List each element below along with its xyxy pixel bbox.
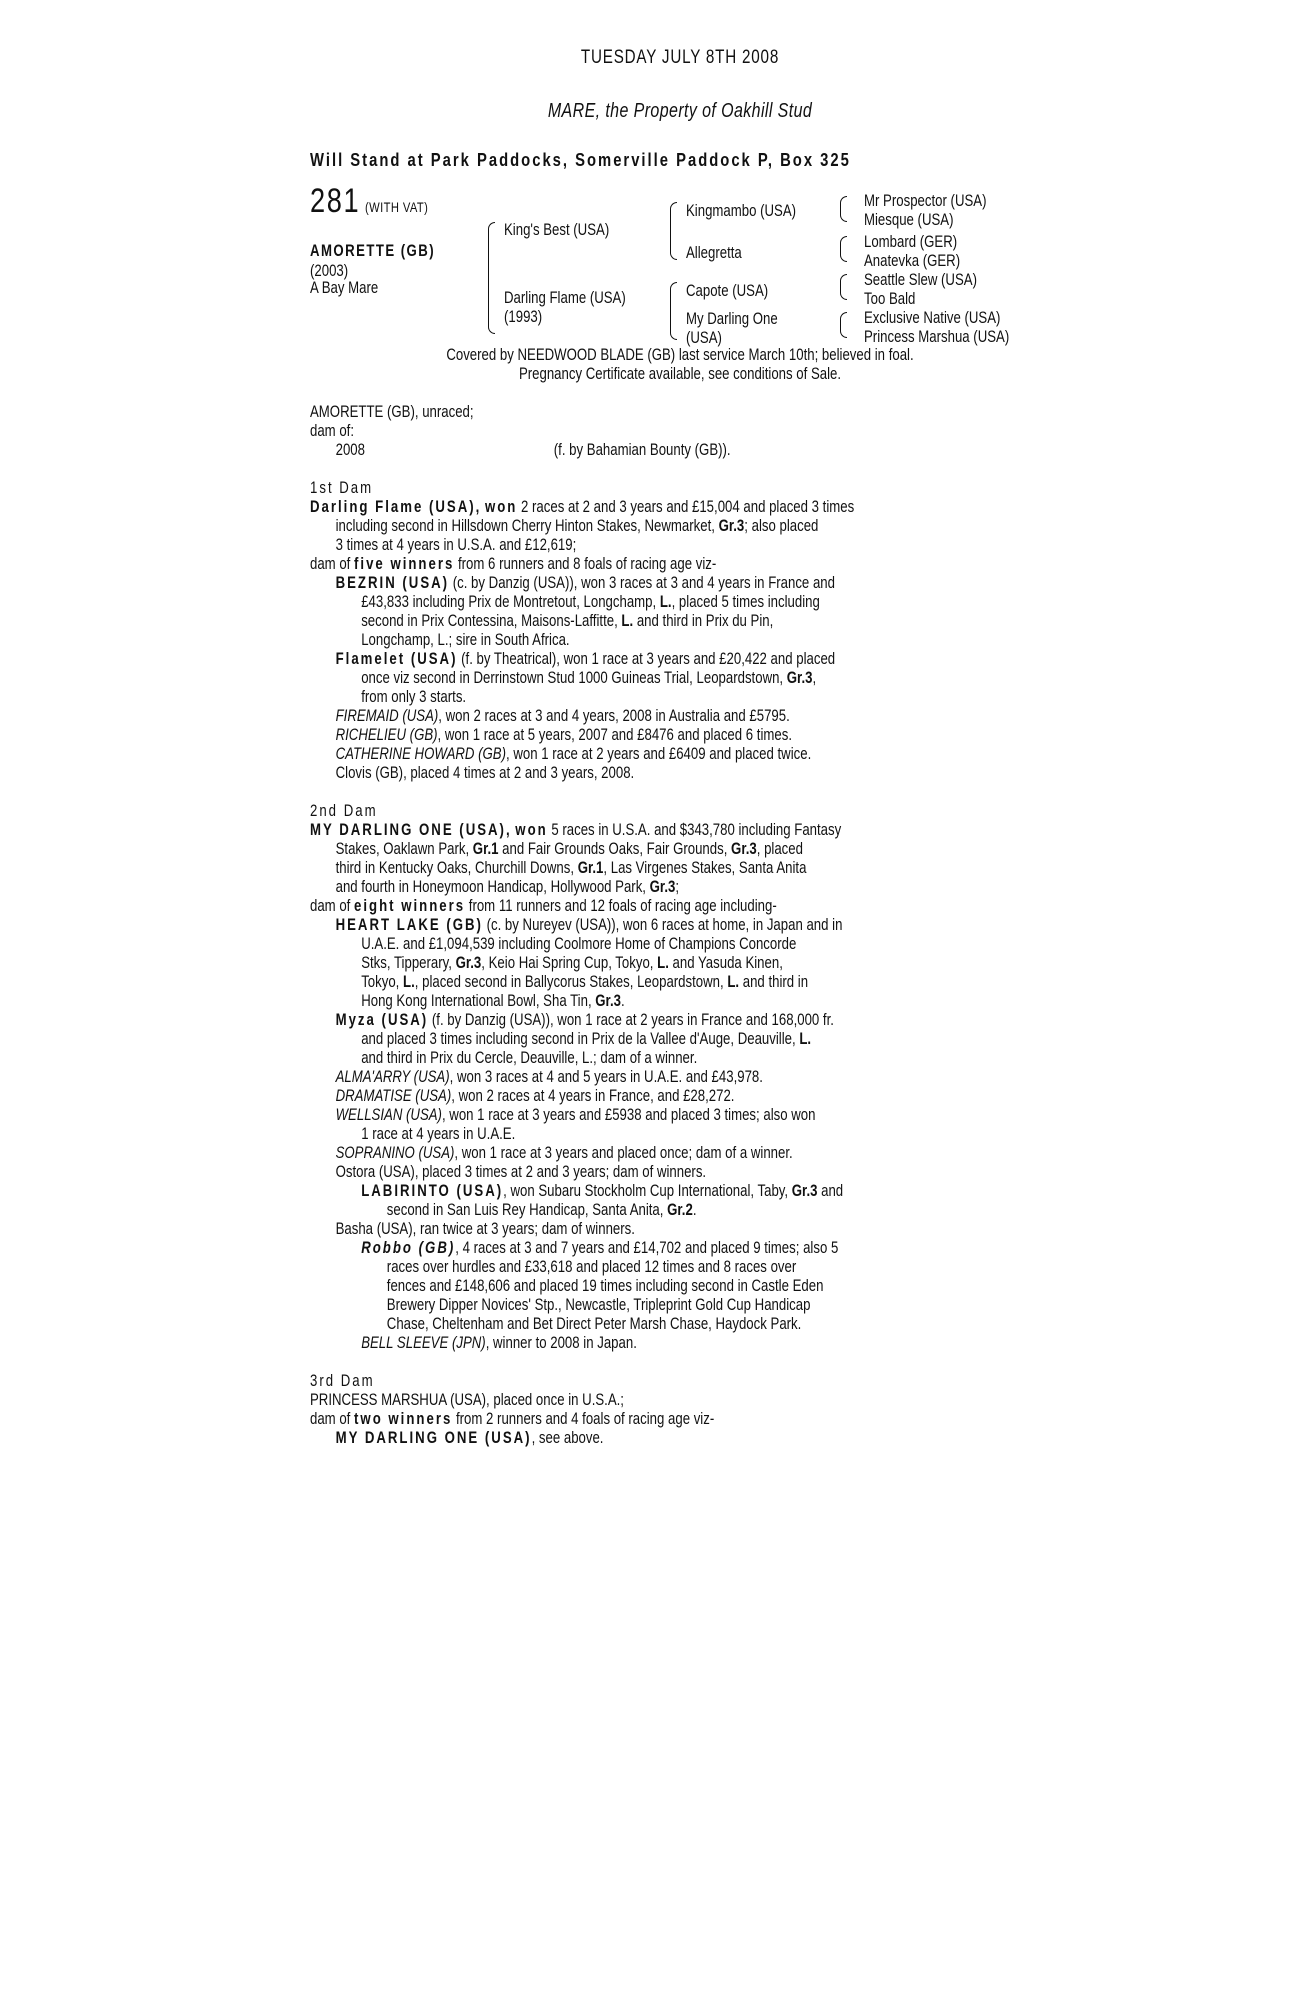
listed-label: L.: [727, 973, 740, 991]
second-dam-line: [310, 840, 843, 859]
produce-text: and third in: [739, 973, 809, 991]
pedigree-dam: Darling Flame (USA): [504, 289, 626, 307]
produce-wellsian: 1 race at 4 years in U.A.E.: [361, 1125, 516, 1143]
produce-text: .: [692, 1201, 697, 1219]
second-dam-text: 5 races in U.S.A. and $343,780 including Fantasy: [547, 821, 842, 839]
grade-label: Gr.3: [649, 878, 676, 896]
produce-myza: [310, 1011, 843, 1030]
pedigree-sire-sire: Kingmambo (USA): [686, 202, 797, 220]
produce-sopranino: [310, 1144, 843, 1163]
produce-text: and Yasuda Kinen,: [668, 954, 783, 972]
lot-number: [310, 182, 429, 220]
horse-name-heart-lake: HEART LAKE (GB): [335, 916, 483, 934]
pedigree-dsd: Too Bald: [864, 290, 916, 308]
produce-text: , won 3 races at 4 and 5 years in U.A.E. and £43,978.: [449, 1068, 763, 1086]
second-dam-line: [310, 859, 843, 878]
produce-text: and third in Prix du Pin,: [633, 612, 774, 630]
horse-name-wellsian: WELLSIAN (USA): [335, 1106, 442, 1124]
produce-bezrin: [310, 593, 854, 612]
horse-description: A Bay Mare: [310, 279, 379, 297]
first-dam-line: [310, 517, 854, 536]
second-dam-text: and fourth in Honeymoon Handicap, Hollywood Park,: [335, 878, 650, 896]
produce-text: , won 2 races at 3 and 4 years, 2008 in Australia and £5795.: [438, 707, 790, 725]
pedigree-ddd: Princess Marshua (USA): [864, 328, 1010, 346]
first-dam-produce-summary: [310, 555, 854, 574]
third-dam-produce-summary: [310, 1410, 714, 1429]
winners-count: five winners: [354, 555, 455, 573]
horse-name-catherine: CATHERINE HOWARD (GB): [335, 745, 506, 763]
produce-heart-lake: [310, 973, 843, 992]
grade-label: Gr.3: [595, 992, 621, 1010]
horse-name-alma-arry: ALMA'ARRY (USA): [335, 1068, 450, 1086]
second-dam-text: Stakes, Oaklawn Park,: [335, 840, 473, 858]
horse-name-flamelet: Flamelet (USA): [335, 650, 458, 668]
produce-flamelet: [310, 669, 854, 688]
grade-label: Gr.3: [786, 669, 813, 687]
second-dam-text: , Las Virgenes Stakes, Santa Anita: [603, 859, 807, 877]
summary-text: from 11 runners and 12 foals of racing age including-: [465, 897, 777, 915]
grade-label: Gr.3: [455, 954, 482, 972]
produce-bezrin: Longchamp, L.; sire in South Africa.: [361, 631, 570, 649]
third-dam-line: PRINCESS MARSHUA (USA), placed once in U.S.A.;: [310, 1391, 624, 1409]
pedigree-dds: Exclusive Native (USA): [864, 309, 1001, 327]
produce-catherine: [310, 745, 854, 764]
produce-text: , 4 races at 3 and 7 years and £14,702 and placed 9 times; also 5: [455, 1239, 839, 1257]
produce-section: [310, 403, 731, 460]
produce-myza: and third in Prix du Cercle, Deauville, L.; dam of a winner.: [361, 1049, 698, 1067]
produce-text: second in Prix Contessina, Maisons-Laffitte,: [361, 612, 622, 630]
second-dam-text: third in Kentucky Oaks, Churchill Downs,: [335, 859, 578, 877]
produce-text: Stks, Tipperary,: [361, 954, 456, 972]
produce-text: (f. by Theatrical), won 1 race at 3 years and £20,422 and placed: [457, 650, 836, 668]
produce-robbo: Chase, Cheltenham and Bet Direct Peter Marsh Chase, Haydock Park.: [386, 1315, 802, 1333]
produce-text: , won 1 race at 5 years, 2007 and £8476 and placed 6 times.: [437, 726, 792, 744]
pedigree-sss: Mr Prospector (USA): [864, 192, 987, 210]
produce-text: £43,833 including Prix de Montretout, Longchamp,: [361, 593, 660, 611]
horse-name-dramatise: DRAMATISE (USA): [335, 1087, 452, 1105]
produce-labirinto: [310, 1201, 843, 1220]
pedigree-brace-main: [488, 222, 495, 334]
listed-label: L.: [621, 612, 634, 630]
pedigree-sds: Lombard (GER): [864, 233, 958, 251]
horse-name-bell-sleeve: BELL SLEEVE (JPN): [361, 1334, 486, 1352]
won-label: won: [484, 498, 518, 516]
produce-firemaid: [310, 707, 854, 726]
produce-basha: Basha (USA), ran twice at 3 years; dam of winners.: [335, 1220, 635, 1238]
produce-by: (f. by Bahamian Bounty (GB)).: [553, 441, 731, 459]
produce-alma-arry: [310, 1068, 843, 1087]
produce-text: (c. by Danzig (USA)), won 3 races at 3 and 4 years in France and: [449, 574, 835, 592]
produce-heart-lake: [310, 954, 843, 973]
horse-name-my-darling-one: MY DARLING ONE (USA): [335, 1429, 532, 1447]
produce-text: (c. by Nureyev (USA)), won 6 races at home, in Japan and in: [482, 916, 843, 934]
second-dam-section: [310, 802, 843, 1353]
horse-name-bezrin: BEZRIN (USA): [335, 574, 450, 592]
produce-text: , won 1 race at 3 years and £5938 and placed 3 times; also won: [441, 1106, 816, 1124]
pedigree-sire: King's Best (USA): [504, 221, 610, 239]
vat-note: (WITH VAT): [364, 199, 429, 215]
second-dam-text: , placed: [756, 840, 803, 858]
pedigree-sdd: Anatevka (GER): [864, 252, 961, 270]
third-dam-heading: 3rd Dam: [310, 1372, 375, 1390]
grade-label: Gr.3: [791, 1182, 818, 1200]
produce-bezrin: [310, 612, 854, 631]
produce-year: 2008: [335, 441, 365, 459]
second-dam-line: [310, 878, 843, 897]
pedigree-brace-dam: [670, 282, 677, 340]
produce-text: , won 1 race at 3 years and placed once; dam of a winner.: [454, 1144, 793, 1162]
produce-wellsian: [310, 1106, 843, 1125]
sale-date: TUESDAY JULY 8TH 2008: [580, 47, 780, 68]
second-dam-name: MY DARLING ONE (USA),: [310, 821, 512, 839]
produce-text: , winner to 2008 in Japan.: [485, 1334, 637, 1352]
first-dam-text: 2 races at 2 and 3 years and £15,004 and placed 3 times: [517, 498, 855, 516]
horse-name-sopranino: SOPRANINO (USA): [335, 1144, 455, 1162]
produce-text: , won 2 races at 4 years in France, and £28,272.: [451, 1087, 735, 1105]
second-dam-text: and Fair Grounds Oaks, Fair Grounds,: [498, 840, 732, 858]
pedigree-dam-year: (1993): [504, 308, 543, 326]
produce-robbo: races over hurdles and £33,618 and placed 12 times and 8 races over: [386, 1258, 797, 1276]
listed-label: L.: [657, 954, 669, 972]
produce-text: ,: [812, 669, 817, 687]
foaling-year: (2003): [310, 262, 349, 280]
winners-count: eight winners: [354, 897, 466, 915]
produce-robbo: fences and £148,606 and placed 19 times including second in Castle Eden: [386, 1277, 824, 1295]
horse-name-robbo: Robbo (GB): [361, 1239, 456, 1257]
pedigree-brace-sire: [670, 202, 677, 260]
second-dam-line: [310, 821, 843, 840]
grade-label: Gr.3: [731, 840, 757, 858]
first-dam-line: [310, 498, 854, 517]
produce-robbo: [310, 1239, 843, 1258]
pedigree-dss: Seattle Slew (USA): [864, 271, 977, 289]
produce-robbo: Brewery Dipper Novices' Stp., Newcastle, Tripleprint Gold Cup Handicap: [386, 1296, 811, 1314]
pedigree-sire-dam: Allegretta: [686, 244, 742, 262]
lot-number-value: 281: [310, 182, 361, 220]
produce-heart-lake: U.A.E. and £1,094,539 including Coolmore Home of Champions Concorde: [361, 935, 797, 953]
summary-text: from 2 runners and 4 foals of racing age viz-: [452, 1410, 715, 1428]
produce-text: , placed second in Ballycorus Stakes, Leopardstown,: [414, 973, 728, 991]
pedigree-dam-dam-country: (USA): [686, 329, 722, 347]
produce-text: , Keio Hai Spring Cup, Tokyo,: [481, 954, 658, 972]
grade-label: Gr.3: [718, 517, 745, 535]
pedigree-brace-ss: [840, 196, 847, 222]
second-dam-heading: 2nd Dam: [310, 802, 378, 820]
produce-myza: [310, 1030, 843, 1049]
produce-flamelet: [310, 650, 854, 669]
pedigree-dam-sire: Capote (USA): [686, 282, 769, 300]
summary-text: dam of: [310, 897, 355, 915]
produce-entry: [310, 441, 731, 460]
listed-label: L.: [799, 1030, 812, 1048]
produce-my-darling-one: [310, 1429, 714, 1448]
produce-text: and: [817, 1182, 844, 1200]
first-dam-section: [310, 479, 854, 783]
horse-name-myza: Myza (USA): [335, 1011, 429, 1029]
summary-text: dam of: [310, 1410, 355, 1428]
pedigree-ssd: Miesque (USA): [864, 211, 954, 229]
property-line: MARE, the Property of Oakhill Stud: [547, 100, 813, 122]
grade-label: Gr.2: [667, 1201, 693, 1219]
horse-name-firemaid: FIREMAID (USA): [335, 707, 439, 725]
summary-text: from 6 runners and 8 foals of racing age viz-: [454, 555, 717, 573]
produce-text: , see above.: [531, 1429, 604, 1447]
pedigree-dam-dam: My Darling One: [686, 310, 778, 328]
listed-label: L.: [403, 973, 415, 991]
pedigree-brace-sd: [840, 236, 847, 262]
covered-note: Covered by NEEDWOOD BLADE (GB) last service March 10th; believed in foal.: [446, 346, 914, 364]
produce-ostora: Ostora (USA), placed 3 times at 2 and 3 years; dam of winners.: [335, 1163, 707, 1181]
produce-bezrin: [310, 574, 854, 593]
winners-count: two winners: [354, 1410, 453, 1428]
produce-text: , placed 5 times including: [671, 593, 820, 611]
pedigree-brace-dd: [840, 312, 847, 338]
produce-text: , won 1 race at 2 years and £6409 and placed twice.: [505, 745, 812, 763]
pregnancy-note: Pregnancy Certificate available, see conditions of Sale.: [518, 365, 842, 383]
produce-dam-of: dam of:: [310, 422, 355, 440]
first-dam-name: Darling Flame (USA),: [310, 498, 482, 516]
first-dam-text: ; also placed: [744, 517, 819, 535]
produce-text: , won Subaru Stockholm Cup International, Taby,: [503, 1182, 792, 1200]
produce-text: .: [620, 992, 625, 1010]
first-dam-heading: 1st Dam: [310, 479, 374, 497]
produce-text: Tokyo,: [361, 973, 404, 991]
produce-richelieu: [310, 726, 854, 745]
pedigree-brace-ds: [840, 274, 847, 300]
horse-name: AMORETTE (GB): [310, 242, 436, 260]
listed-label: L.: [659, 593, 672, 611]
second-dam-text: ;: [675, 878, 680, 896]
produce-text: and placed 3 times including second in Prix de la Vallee d'Auge, Deauville,: [361, 1030, 800, 1048]
produce-text: second in San Luis Rey Handicap, Santa Anita,: [386, 1201, 668, 1219]
first-dam-line: 3 times at 4 years in U.S.A. and £12,619;: [335, 536, 577, 554]
produce-text: once viz second in Derrinstown Stud 1000 Guineas Trial, Leopardstown,: [361, 669, 787, 687]
summary-text: dam of: [310, 555, 355, 573]
produce-heart-lake: [310, 992, 843, 1011]
produce-flamelet: from only 3 starts.: [361, 688, 467, 706]
stand-location: Will Stand at Park Paddocks, Somerville Paddock P, Box 325: [310, 149, 851, 170]
second-dam-produce-summary: [310, 897, 843, 916]
won-label: won: [515, 821, 548, 839]
horse-name-richelieu: RICHELIEU (GB): [335, 726, 438, 744]
horse-name-labirinto: LABIRINTO (USA): [361, 1182, 504, 1200]
produce-intro: AMORETTE (GB), unraced;: [310, 403, 474, 421]
third-dam-section: [310, 1372, 714, 1448]
produce-bell-sleeve: [310, 1334, 843, 1353]
grade-label: Gr.1: [472, 840, 499, 858]
produce-clovis: Clovis (GB), placed 4 times at 2 and 3 years, 2008.: [335, 764, 635, 782]
produce-labirinto: [310, 1182, 843, 1201]
first-dam-text: including second in Hillsdown Cherry Hinton Stakes, Newmarket,: [335, 517, 719, 535]
produce-dramatise: [310, 1087, 843, 1106]
grade-label: Gr.1: [577, 859, 604, 877]
produce-text: (f. by Danzig (USA)), won 1 race at 2 years in France and 168,000 fr.: [428, 1011, 834, 1029]
produce-heart-lake: [310, 916, 843, 935]
produce-text: Hong Kong International Bowl, Sha Tin,: [361, 992, 596, 1010]
